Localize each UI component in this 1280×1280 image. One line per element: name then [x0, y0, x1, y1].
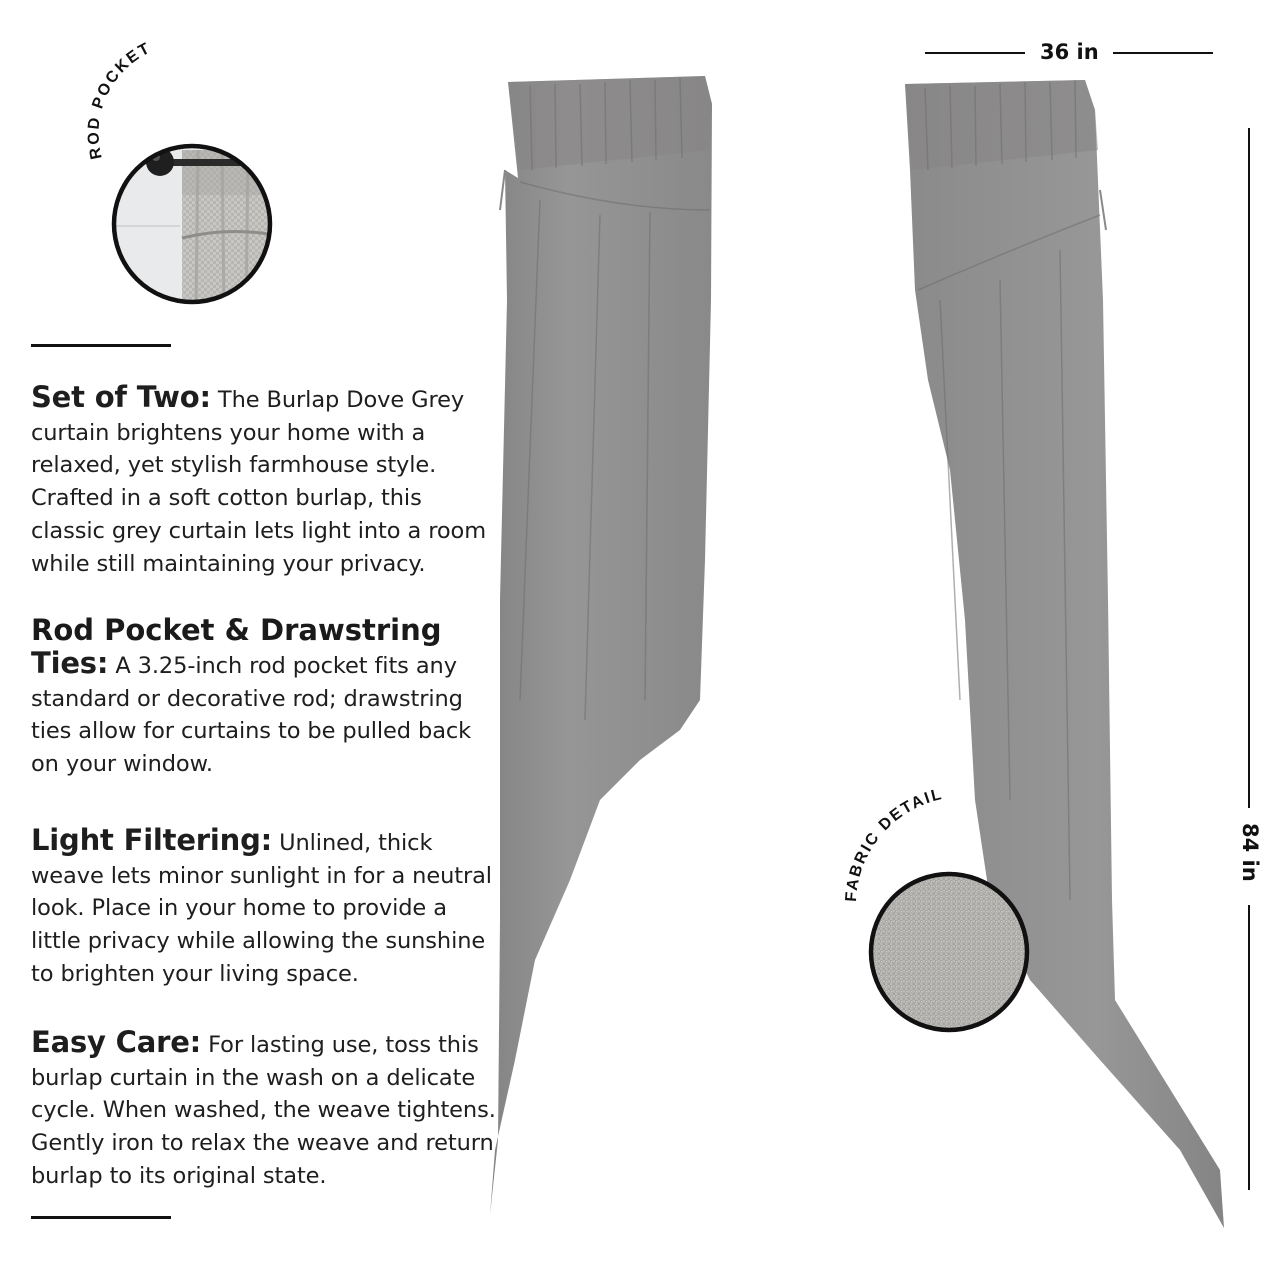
width-label: 36 in [1040, 40, 1099, 64]
section-heading-line: Rod Pocket & Drawstring [31, 613, 442, 647]
section-body: A 3.25-inch rod pocket fits any standard or decorative rod; drawstring ties allow for curtains to be pulled back on your window. [31, 653, 472, 778]
section-body: Unlined, thick weave lets minor sunlight in for a neutral look. Place in your home to provide a little privacy while allowing the sunshine to brighten your living space. [31, 830, 492, 987]
right-curtain [905, 80, 1224, 1228]
length-label: 84 in [1238, 823, 1262, 882]
section-heading: Set of Two: [31, 380, 211, 414]
width-line-left [925, 52, 1025, 54]
left-curtain [490, 76, 712, 1215]
rod-pocket-label: ROD POCKET [85, 39, 155, 161]
section-heading: Easy Care: [31, 1025, 202, 1059]
fabric-detail-label: FABRIC DETAIL [842, 785, 945, 903]
section-body: For lasting use, toss this burlap curtain in the wash on a delicate cycle. When washed, the weave tightens. Gently iron to relax the weave and return burlap to its original state. [31, 1032, 496, 1189]
section-body: The Burlap Dove Grey curtain brightens your home with a relaxed, yet stylish farmhouse style. Crafted in a soft cotton burlap, this classic grey curtain lets light into a room while still maintaining your privacy. [31, 387, 487, 577]
section-heading: Ties: [31, 646, 109, 680]
fabric-detail-inset [830, 780, 1070, 1050]
length-line-top [1248, 128, 1250, 808]
section-heading: Light Filtering: [31, 823, 273, 857]
width-line-right [1113, 52, 1213, 54]
fabric-detail-photo [860, 860, 1040, 1040]
length-line-bottom [1248, 905, 1250, 1190]
